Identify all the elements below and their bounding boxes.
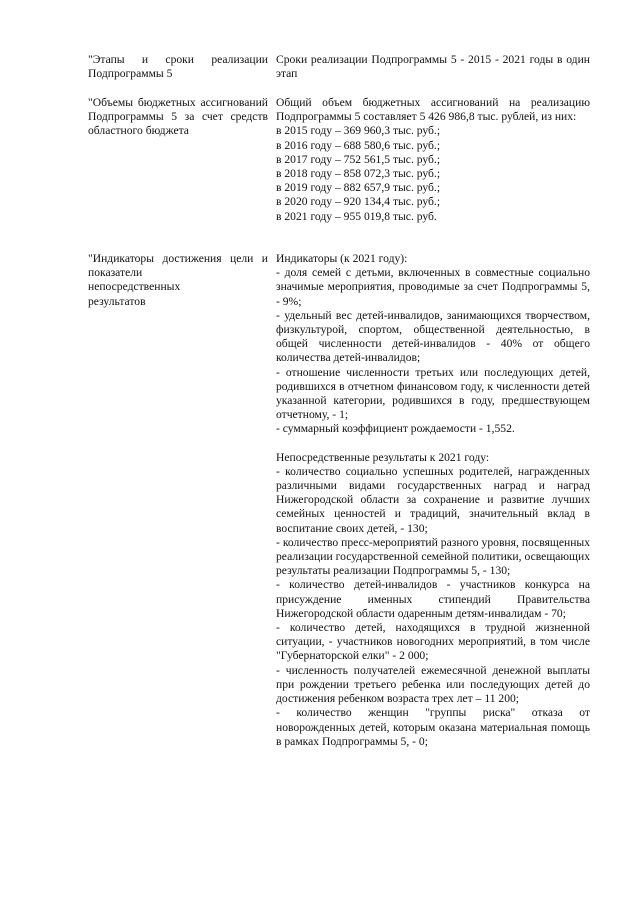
result-item: - количество женщин "группы риска" отказа от новорожденных детей, которым оказана материальная помощь в рамках Подпрограммы 5, - 0; — [276, 706, 590, 748]
stages-value: Сроки реализации Подпрограммы 5 - 2015 - 2021 годы в один этап — [276, 53, 590, 81]
row-stages — [88, 53, 598, 81]
indicators-label-line: "Индикаторы достижения цели и показатели — [88, 252, 268, 280]
budget-year-line: в 2021 году – 955 019,8 тыс. руб. — [276, 209, 437, 223]
row-indicators — [88, 252, 598, 749]
indicators-label-line: результатов — [88, 294, 146, 308]
row-label — [88, 252, 276, 749]
result-item: - количество пресс-мероприятий разного уровня, посвященных реализации государственной семейной политики, освещающих результаты реализации Подпрограммы 5, - 130; — [276, 535, 590, 578]
budget-label: "Объемы бюджетных ассигнований Подпрограммы 5 за счет средств областного бюджета — [88, 96, 268, 138]
budget-year-line: в 2016 году – 688 580,6 тыс. руб.; — [276, 138, 441, 152]
indicators-label-line: непосредственных — [88, 280, 181, 294]
budget-year-line: в 2020 году – 920 134,4 тыс. руб.; — [276, 195, 441, 209]
budget-year-line: в 2015 году – 369 960,3 тыс. руб.; — [276, 124, 441, 138]
budget-year-line: в 2018 году – 858 072,3 тыс. руб.; — [276, 167, 441, 181]
results-heading: Непосредственные результаты к 2021 году: — [276, 450, 490, 464]
row-label — [88, 53, 276, 81]
indicator-item: - удельный вес детей-инвалидов, занимающихся творчеством, физкультурой, спортом, общественной деятельностью, в общей численности детей-инвалидов - 40% от общего количества детей-инвалидов; — [276, 308, 590, 365]
indicator-item: - суммарный коэффициент рождаемости - 1,552. — [276, 422, 515, 436]
result-item: - численность получателей ежемесячной денежной выплаты при рождении третьего ребенка или последующих детей до достижения ребенком возраста трех лет – 11 200; — [276, 663, 590, 706]
budget-intro: Общий объем бюджетных ассигнований на реализацию Подпрограммы 5 составляет 5 426 986,8 тыс. рублей, из них: — [276, 96, 590, 124]
result-item: - количество социально успешных родителей, награжденных различными видами государственных наград и наград Нижегородской области за сохранение и развитие лучших семейных ценностей и традиций, значительный вклад в воспитание своих детей, - 130; — [276, 464, 590, 535]
budget-year-line: в 2017 году – 752 561,5 тыс. руб.; — [276, 152, 441, 166]
result-item: - количество детей, находящихся в трудной жизненной ситуации, - участников новогодних мероприятий, в том числе "Губернаторской елки" - 2 000; — [276, 621, 590, 663]
indicators-heading: Индикаторы (к 2021 году): — [276, 252, 408, 265]
paragraph-gap — [276, 437, 590, 451]
result-item: - количество детей-инвалидов - участников конкурса на присуждение именных стипендий Правительства Нижегородской области одаренным детям-инвалидам - 70; — [276, 578, 590, 620]
indicator-item: - отношение численности третьих или последующих детей, родившихся в отчетном финансовом году, к численности детей указанной категории, родившихся в году, предшествующем отчетному, - 1; — [276, 365, 590, 422]
row-label — [88, 96, 276, 224]
row-budget — [88, 96, 598, 224]
row-value — [276, 96, 590, 224]
stages-label: "Этапы и сроки реализации Подпрограммы 5 — [88, 53, 268, 81]
row-value — [276, 53, 590, 81]
indicator-item: - доля семей с детьми, включенных в совместные социально значимые мероприятия, проводимые за счет Подпрограммы 5, - 9%; — [276, 266, 590, 308]
budget-year-line: в 2019 году – 882 657,9 тыс. руб.; — [276, 181, 441, 195]
row-value — [276, 252, 590, 749]
